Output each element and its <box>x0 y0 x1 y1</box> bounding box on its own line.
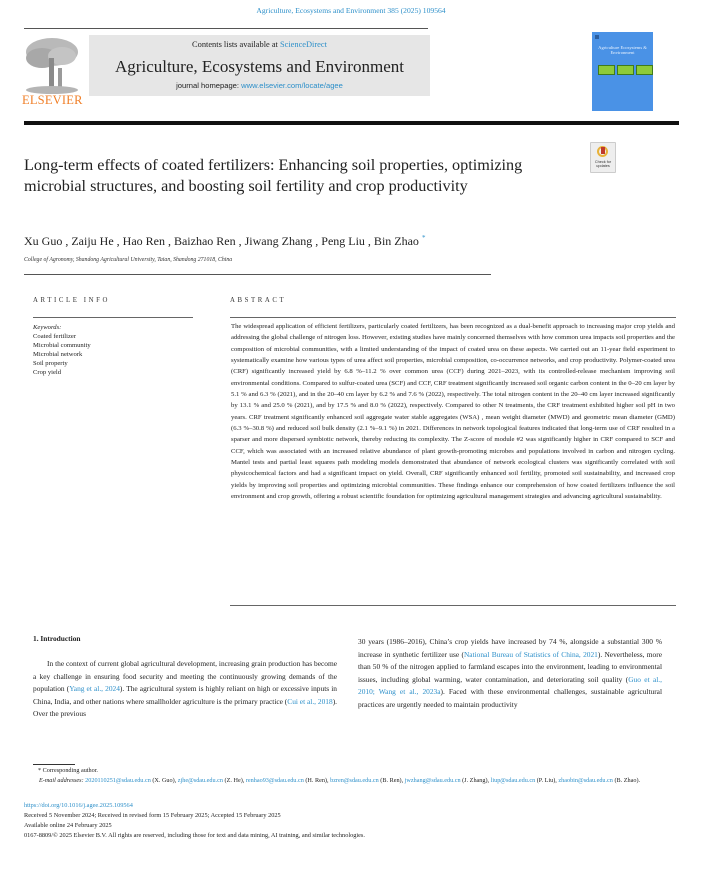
check-for-updates-button[interactable] <box>590 142 616 173</box>
email-link[interactable]: zjhe@sdau.edu.cn <box>177 777 223 784</box>
cover-artwork <box>598 65 653 75</box>
bookmark-flag-icon <box>601 147 605 154</box>
intro-text: In the context of current global agricultural development, increasing grain production has become a key challenge in ensuring food security and meeting the continuously growing demands of the population ( <box>33 659 337 694</box>
cover-title: Agriculture Ecosystems & Environment <box>598 45 647 55</box>
article-info-heading: ARTICLE INFO <box>33 297 111 304</box>
copyright-notice: 0167-8809/© 2025 Elsevier B.V. All rights are reserved, including those for text and data mining, AI training, and similar technologies. <box>24 832 365 839</box>
masthead-top-rule <box>24 28 428 29</box>
email-link[interactable]: bzren@sdau.edu.cn <box>330 777 379 784</box>
email-link[interactable]: renhao93@sdau.edu.cn <box>245 777 304 784</box>
contents-prefix: Contents lists available at <box>192 40 278 49</box>
homepage-prefix: journal homepage: <box>176 81 240 90</box>
cover-publisher-mark-icon <box>595 35 599 39</box>
citation-link[interactable]: National Bureau of Statistics of China, 2021 <box>463 649 598 659</box>
journal-masthead <box>89 35 430 96</box>
email-link[interactable]: liup@sdau.edu.cn <box>490 777 536 784</box>
intro-text: ). Over the previous <box>33 696 337 719</box>
email-link[interactable]: jwzhang@sdau.edu.cn <box>404 777 461 784</box>
email-owner: (H. Ren), <box>305 777 329 784</box>
abstract-heading: ABSTRACT <box>230 297 287 304</box>
author-list <box>24 234 425 249</box>
article-info-rule <box>33 317 193 318</box>
corresponding-author-note: * Corresponding author. <box>38 767 98 774</box>
homepage-line <box>89 81 430 90</box>
journal-cover-image[interactable] <box>592 32 653 111</box>
email-owner: (Z. He), <box>224 777 245 784</box>
introduction-left-column <box>33 658 337 721</box>
journal-homepage-link[interactable]: www.elsevier.com/locate/agee <box>241 81 343 90</box>
running-head[interactable]: Agriculture, Ecosystems and Environment 385 (2025) 109564 <box>256 6 446 15</box>
intro-text: 30 years (1986–2016), China’s crop yields have increased by 74 %, alongside a substantial 300 % increase in synthetic fertilizer use ( <box>358 637 662 659</box>
cover-tile <box>636 65 653 75</box>
abstract-bottom-rule <box>230 605 676 606</box>
keywords-label: Keywords: <box>33 324 62 331</box>
email-owner: (B. Ren), <box>380 777 404 784</box>
cover-tile <box>617 65 634 75</box>
keyword-item: Soil property <box>33 359 68 367</box>
intro-text: ). Nevertheless, more than 50 % of the nitrogen applied to farmland escapes into the environment, leading to environmental issues, including global warming, water contamination, and deteriorating soil quality ( <box>358 649 662 684</box>
intro-text: ). The agricultural system is highly reliant on high or excessive inputs in China, India, and other nations where smallholder agriculture is the primary practice ( <box>33 684 337 706</box>
keywords-block <box>33 324 91 377</box>
email-link[interactable]: zhaobin@sdau.edu.cn <box>558 777 613 784</box>
keyword-item: Microbial community <box>33 341 91 349</box>
contents-line <box>89 40 430 49</box>
article-title: Long-term effects of coated fertilizers: Enhancing soil properties, optimizing microbial structures, and boosting soil fertility and crop productivity <box>24 156 523 195</box>
doi-link[interactable]: https://doi.org/10.1016/j.agee.2025.109564 <box>24 802 133 809</box>
email-label: E-mail addresses: <box>39 777 84 784</box>
keyword-item: Crop yield <box>33 368 62 376</box>
received-dates: Received 5 November 2024; Received in revised form 15 February 2025; Accepted 15 February 2025 <box>24 812 281 819</box>
publisher-name: ELSEVIER <box>22 93 83 107</box>
keyword-item: Microbial network <box>33 350 83 358</box>
sciencedirect-link[interactable]: ScienceDirect <box>279 40 327 49</box>
masthead-bottom-rule <box>24 121 679 125</box>
affiliation: College of Agronomy, Shandong Agricultural University, Taian, Shandong 271018, China <box>24 257 233 263</box>
footnote-rule <box>33 764 75 765</box>
email-owner: (P. Liu), <box>536 777 557 784</box>
keyword-item: Coated fertilizer <box>33 332 77 340</box>
introduction-right-column <box>358 636 662 712</box>
abstract-text: The widespread application of efficient fertilizers, particularly coated fertilizers, has been recognized as a dual-benefit approach to increasing major crop yields and addressing the global challenge of nitrogen loss. However, existing studies have mainly concerned themselves with how common urea impacts soil properties and the composition of microbial communities, with a limited understanding of the impact of coated urea on these aspects. We carried out an 11-year field experiment to systematically examine how various types of urea affect soil properties, microbial composition, co-occurrence networks, and crop productivity. Polymer-coated urea (CRF) significantly increased yield by 6.8 %–11.2 % over common urea (CCF) during 2021–2023, with its controlled-release mechanism improving soil environmental conditions. Compared to sulfur-coated urea (SCF) and CCF, CRF treatment significantly increased soil organic carbon content in the 0–20 cm layer by 5.1 % and 6.3 % (2021), and in the 20–40 cm layer by 6.2 % and 7.6 % (2022), respectively. The total nitrogen content in the 20–40 cm layer increased significantly by 13.1 % and 25.0 % (2021), and by 17.5 % and 8.0 % (2022), respectively. Compared to other N treatments, the CRF treatment exhibited higher soil pH in two years. CRF treatment significantly enhanced soil aggregate water stable aggregates (WSA) , mean weight diameter (MWD) and geometric mean diameter (GMD) (6.3 %–30.8 %) and reduced soil bulk density (2.1 %–9.1 %) in 2021. Differences in network topological features indicated that long-term use of CRF resulted in a sparser and more dispersed symbiotic network, thereby reducing its complexity. The Z-score of module #2 was significantly higher in CRF compared to SCF and CCF, which was associated with an increased relative abundance of plant growth-promoting microbes and populations involved in carbon and nitrogen cycling. Mantel tests and partial least squares path modeling models demonstrated that abundance of network ecological clusters was significantly correlated with soil physicochemical factors and had a significant impact on yield. Overall, CRF significantly enhanced soil fertility, promoted soil sustainability, and increased crop yields by improving soil properties and optimizing microbial communities. These findings enhance our comprehension of how coated fertilizers influence the soil environment and crop growth, offering a robust scientific foundation for optimizing agricultural management strategies and advancing agricultural sustainability. <box>231 323 675 501</box>
corresponding-author-mark[interactable]: * <box>421 234 426 242</box>
check-for-updates-label: Check for updates <box>594 160 612 169</box>
affiliation-rule <box>24 274 491 275</box>
email-owner: (X. Guo), <box>152 777 177 784</box>
cover-tile <box>598 65 615 75</box>
abstract-top-rule <box>230 317 676 318</box>
authors-text[interactable]: Xu Guo , Zaiju He , Hao Ren , Baizhao Ren , Jiwang Zhang , Peng Liu , Bin Zhao <box>24 234 419 248</box>
journal-title: Agriculture, Ecosystems and Environment <box>115 57 404 76</box>
email-link[interactable]: 2020110251@sdau.edu.cn <box>85 777 151 784</box>
email-owner: (B. Zhao). <box>614 777 641 784</box>
intro-text: ). Faced with these environmental challenges, sustainable agricultural practices are urgently needed to maintain productivity <box>358 687 662 709</box>
introduction-heading: 1. Introduction <box>33 634 81 643</box>
email-addresses <box>33 776 673 786</box>
email-owner: (J. Zhang), <box>462 777 490 784</box>
citation-link[interactable]: Cui et al., 2018 <box>287 696 333 706</box>
citation-link[interactable]: Yang et al., 2024 <box>69 684 120 694</box>
citation-link[interactable]: Guo et al., 2010; Wang et al., 2023a <box>358 674 663 697</box>
available-online-date: Available online 24 February 2025 <box>24 822 112 829</box>
